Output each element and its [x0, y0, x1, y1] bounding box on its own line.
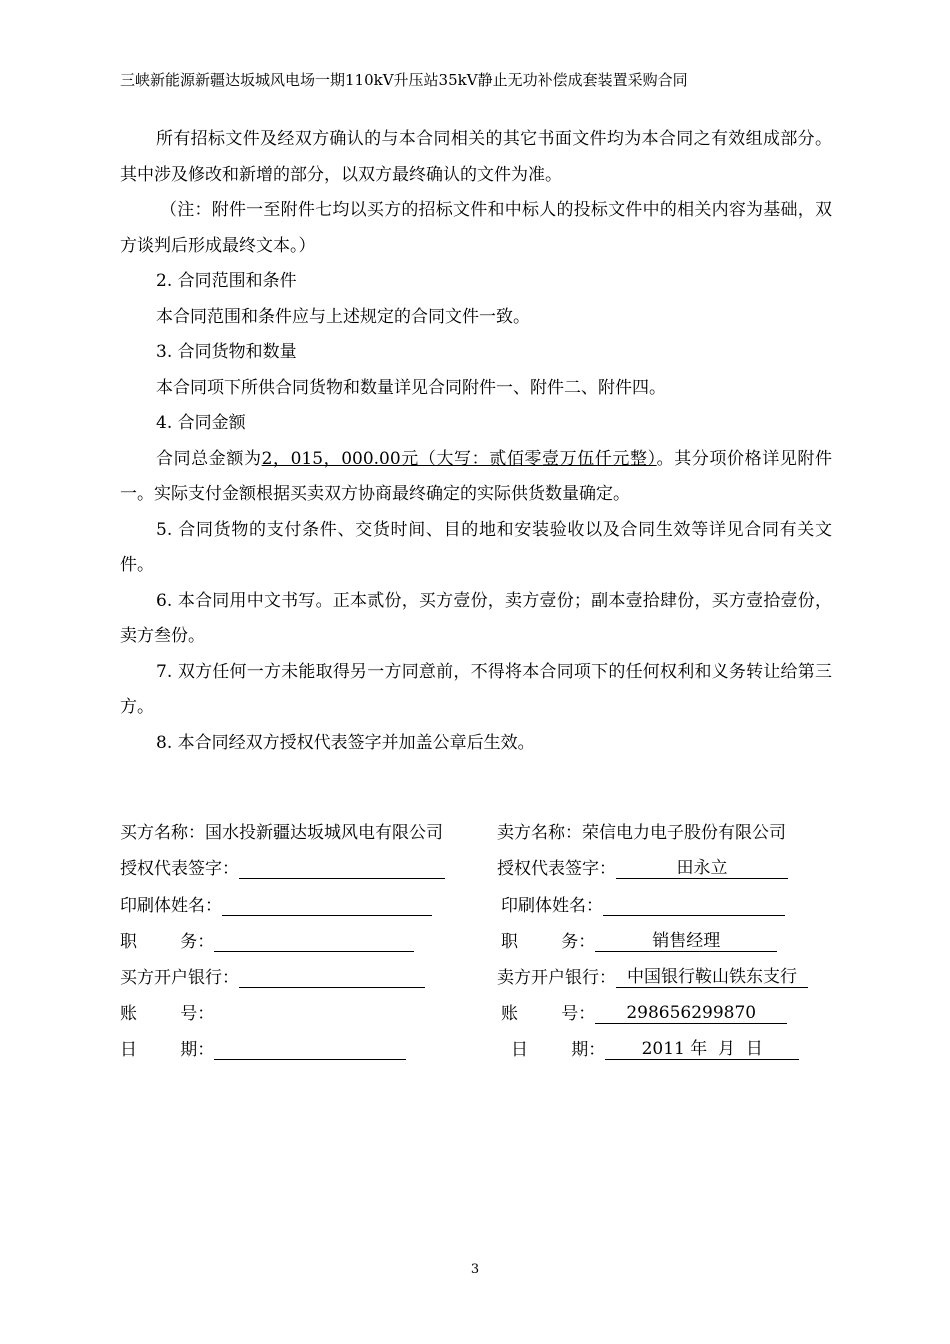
- amount-prefix: 合同总金额为: [156, 448, 262, 469]
- section-heading-3: 3. 合同货物和数量: [156, 342, 297, 362]
- buyer-print-line: [222, 895, 432, 916]
- seller-rep-value: 田永立: [616, 858, 788, 879]
- paragraph-amount: [120, 442, 832, 513]
- buyer-print-name: 印刷体姓名：: [120, 891, 432, 916]
- buyer-title-line: [214, 931, 414, 952]
- seller-rep: 授权代表签字： 田永立: [497, 854, 788, 879]
- paragraph-scope: 本合同范围和条件应与上述规定的合同文件一致。: [156, 306, 530, 327]
- buyer-date: 日 期：: [120, 1035, 406, 1060]
- seller-title-value: 销售经理: [595, 931, 777, 952]
- buyer-date-line: [214, 1039, 406, 1060]
- buyer-rep: 授权代表签字：: [120, 854, 445, 879]
- paragraph-transfer: 7. 双方任何一方未能取得另一方同意前，不得将本合同项下的任何权利和义务转让给第三方。: [120, 661, 832, 717]
- paragraph-documents: 所有招标文件及经双方确认的与本合同相关的其它书面文件均为本合同之有效组成部分。其中涉及修改和新增的部分，以双方最终确认的文件为准。: [120, 129, 832, 185]
- section-heading-2: 2. 合同范围和条件: [156, 271, 297, 291]
- buyer-rep-line: [239, 858, 445, 879]
- page-header: 三峡新能源新疆达坂城风电场一期110kV升压站35kV静止无功补偿成套装置采购合同: [120, 71, 688, 89]
- buyer-bank: 买方开户银行：: [120, 963, 425, 988]
- paragraph-effective: 8. 本合同经双方授权代表签字并加盖公章后生效。: [156, 732, 535, 753]
- seller-bank: 卖方开户银行： 中国银行鞍山铁东支行: [497, 963, 808, 988]
- amount-suffix: 。其分项价格详见附件一。实际支付金额根据买卖双方协商最终确定的实际供货数量确定。: [120, 448, 833, 504]
- seller-name: 卖方名称：荣信电力电子股份有限公司: [497, 823, 786, 843]
- contract-body: [120, 122, 832, 761]
- seller-account-value: 298656299870: [595, 1003, 787, 1024]
- buyer-account: 账 号：: [120, 1004, 215, 1024]
- page-number: 3: [470, 1262, 480, 1277]
- seller-date-value: 2011 年 月 日: [605, 1039, 799, 1060]
- seller-print-name: 印刷体姓名：: [501, 891, 785, 916]
- paragraph-payment: 5. 合同货物的支付条件、交货时间、目的地和安装验收以及合同生效等详见合同有关文件。: [120, 519, 832, 575]
- paragraph-language: 6. 本合同用中文书写。正本贰份，买方壹份，卖方壹份；副本壹拾肆份，买方壹拾壹份，卖方叁份。: [120, 590, 832, 646]
- buyer-bank-line: [239, 967, 425, 988]
- paragraph-goods: 本合同项下所供合同货物和数量详见合同附件一、附件二、附件四。: [156, 377, 666, 398]
- paragraph-note: （注：附件一至附件七均以买方的招标文件和中标人的投标文件中的相关内容为基础，双方谈判后形成最终文本。）: [120, 200, 832, 256]
- seller-title: 职 务： 销售经理: [501, 927, 777, 952]
- section-heading-4: 4. 合同金额: [156, 413, 246, 433]
- contract-amount: 2，015，000.00元（大写：贰佰零壹万伍仟元整）: [261, 448, 657, 469]
- seller-print-line: [603, 895, 785, 916]
- seller-account: 账 号： 298656299870: [501, 999, 787, 1024]
- buyer-name: 买方名称：国水投新疆达坂城风电有限公司: [120, 823, 443, 843]
- buyer-title: 职 务：: [120, 927, 414, 952]
- seller-date: 日 期： 2011 年 月 日: [511, 1035, 799, 1060]
- seller-bank-value: 中国银行鞍山铁东支行: [616, 967, 808, 988]
